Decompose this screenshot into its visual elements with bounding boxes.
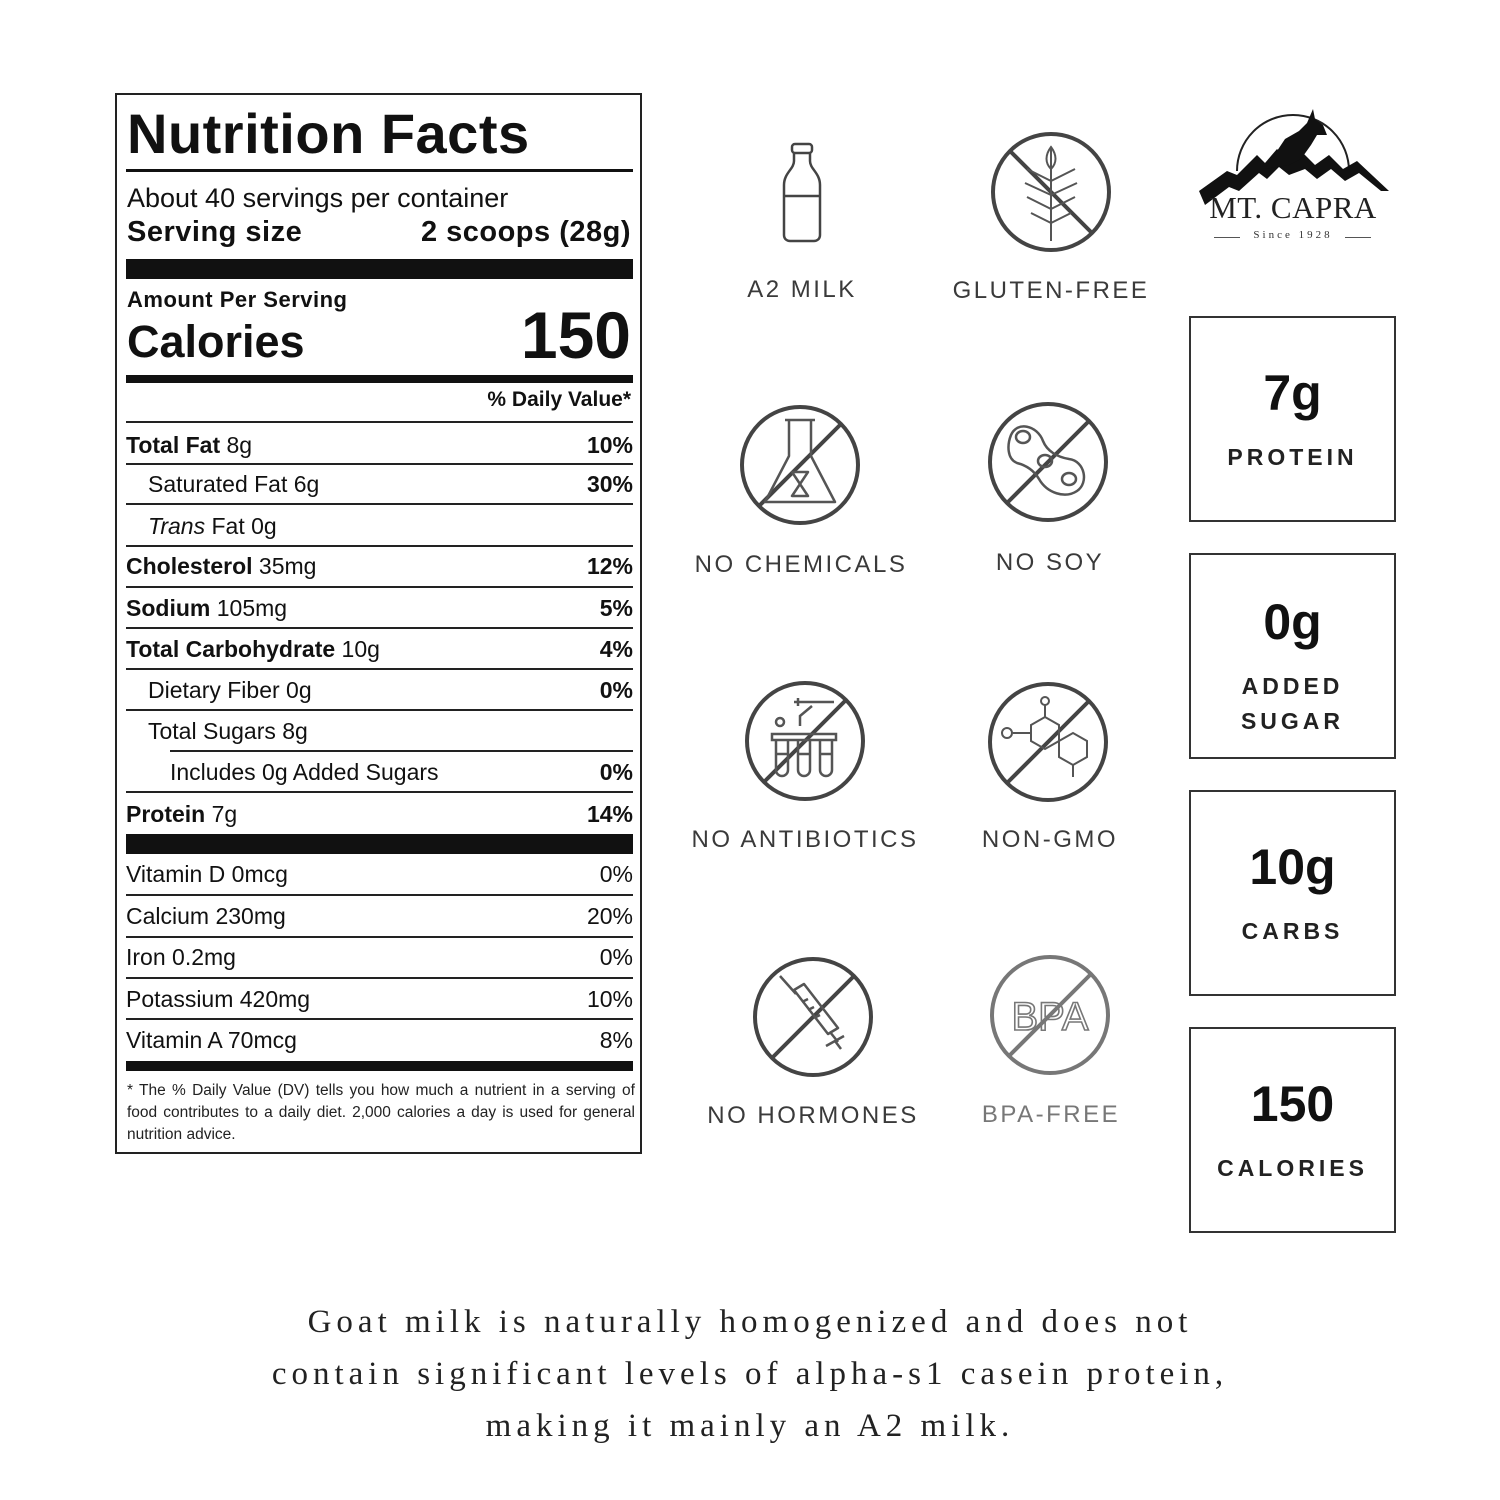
- nutrient-row-trans-fat: [148, 507, 633, 545]
- nutrient-amount: 8g: [282, 717, 308, 744]
- bpa-icon-text: BPA: [1011, 995, 1089, 1039]
- caption-line-1: Goat milk is naturally homogenized and does not: [307, 1304, 1193, 1340]
- divider: [126, 894, 633, 896]
- vitamin-name: Potassium 420mg: [126, 985, 311, 1012]
- divider: [126, 421, 633, 423]
- nutrient-row-total-fat: [126, 427, 633, 463]
- divider: [126, 1018, 633, 1020]
- nutrient-row-total-sugars: [148, 712, 633, 750]
- feature-label-no-hormones: NO HORMONES: [707, 1102, 919, 1129]
- calories-value: 150: [520, 298, 631, 372]
- nutrient-amount: 7g: [211, 800, 238, 827]
- stat-value: 150: [1250, 1076, 1335, 1132]
- nutrient-amount: 35mg: [258, 552, 317, 579]
- stat-label-line-1: ADDED: [1241, 673, 1344, 699]
- stat-box-calories: [1189, 1027, 1396, 1233]
- nutrient-name: Includes 0g Added Sugars: [170, 758, 439, 785]
- logo-name: MT. CAPRA: [1209, 190, 1377, 225]
- mt-capra-logo: [1195, 93, 1391, 251]
- nutrient-name: Total Sugars: [148, 717, 276, 744]
- vitamin-row: [126, 938, 633, 976]
- stat-value: 10g: [1249, 839, 1336, 895]
- divider: [126, 627, 633, 629]
- nutrient-name: Cholesterol: [126, 552, 253, 579]
- nutrient-dv: 5%: [599, 594, 633, 621]
- divider: [126, 668, 633, 670]
- nutrient-row-cholesterol: [126, 547, 633, 585]
- vitamin-dv: 8%: [599, 1026, 633, 1053]
- no-bpa-icon: [987, 952, 1113, 1078]
- nutrient-row-saturated-fat: [148, 465, 633, 503]
- vitamin-row: [126, 897, 633, 935]
- divider: [126, 503, 633, 505]
- vitamin-name: Vitamin A 70mcg: [126, 1026, 297, 1053]
- no-soybean-icon: [985, 399, 1111, 525]
- nutrition-title: Nutrition Facts: [127, 102, 530, 165]
- nutrient-name: Trans: [148, 512, 206, 539]
- daily-value-header: % Daily Value*: [487, 388, 631, 411]
- nutrient-name: Dietary Fiber: [148, 676, 280, 703]
- vitamin-name: Iron 0.2mg: [126, 943, 236, 970]
- vitamin-row: [126, 1021, 633, 1059]
- nutrient-amount: 0g: [286, 676, 312, 703]
- divider: [126, 169, 633, 172]
- nutrient-row-protein: [126, 795, 633, 833]
- nutrient-row-total-carbohydrate: [126, 630, 633, 668]
- nutrient-amount: 6g: [293, 470, 320, 497]
- vitamin-name: Vitamin D 0mcg: [126, 860, 288, 887]
- feature-label-non-gmo: NON-GMO: [981, 826, 1119, 853]
- feature-label-bpa-free: BPA-FREE: [981, 1101, 1121, 1128]
- logo-rule-right: [1345, 237, 1371, 238]
- nutrient-amount: 105mg: [216, 594, 288, 621]
- stat-box-protein: [1189, 316, 1396, 522]
- no-flask-icon: [737, 402, 863, 528]
- caption-line-2: contain significant levels of alpha-s1 casein protein,: [271, 1356, 1229, 1392]
- nutrient-dv: 12%: [586, 552, 633, 579]
- serving-size-value: 2 scoops (28g): [420, 216, 631, 248]
- vitamin-name: Calcium 230mg: [126, 902, 286, 929]
- nutrient-dv: 0%: [599, 676, 633, 703]
- medium-divider: [126, 375, 633, 383]
- nutrient-row-added-sugars: [170, 753, 633, 791]
- servings-per-container: About 40 servings per container: [127, 183, 509, 213]
- nutrient-amount: 10g: [341, 635, 380, 662]
- stat-value: 0g: [1263, 594, 1322, 650]
- nutrient-dv: 14%: [586, 800, 633, 827]
- nutrient-row-sodium: [126, 589, 633, 627]
- divider: [126, 709, 633, 711]
- stat-label: PROTEIN: [1227, 444, 1358, 470]
- nutrient-dv: 10%: [586, 431, 633, 458]
- divider: [126, 586, 633, 588]
- feature-label-no-antibiotics: NO ANTIBIOTICS: [691, 826, 919, 853]
- nutrition-facts-label: [115, 93, 642, 1154]
- nutrient-name: Protein: [126, 800, 206, 827]
- stat-box-added-sugar: [1189, 553, 1396, 759]
- nutrient-row-dietary-fiber: [148, 671, 633, 709]
- no-wheat-icon: [988, 129, 1114, 255]
- stat-label-line-2: SUGAR: [1240, 708, 1345, 734]
- serving-size-label: Serving size: [127, 216, 303, 248]
- milk-bottle-icon: [770, 140, 834, 244]
- nutrient-amount: 8g: [226, 431, 253, 458]
- nutrient-name: Sodium: [126, 594, 211, 621]
- caption-line-3: making it mainly an A2 milk.: [485, 1408, 1015, 1444]
- divider: [170, 750, 633, 752]
- stat-label: CARBS: [1241, 918, 1344, 944]
- no-molecule-icon: [985, 679, 1111, 805]
- feature-label-no-soy: NO SOY: [995, 549, 1105, 576]
- nutrient-dv: 0%: [599, 758, 633, 785]
- vitamin-dv: 0%: [599, 943, 633, 970]
- caption: [100, 1296, 1400, 1452]
- no-test-tubes-icon: [742, 678, 868, 804]
- medium-divider: [126, 1061, 633, 1071]
- feature-label-no-chemicals: NO CHEMICALS: [694, 551, 908, 578]
- nutrient-name: Total Fat: [126, 431, 221, 458]
- nutrient-amount: Fat 0g: [211, 512, 277, 539]
- thick-divider: [126, 834, 633, 854]
- no-syringe-icon: [750, 954, 876, 1080]
- nutrient-name: Saturated Fat: [148, 470, 288, 497]
- divider: [126, 791, 633, 793]
- nutrient-dv: 4%: [599, 635, 633, 662]
- thick-divider: [126, 259, 633, 279]
- stat-value: 7g: [1263, 365, 1322, 421]
- vitamin-dv: 10%: [586, 985, 633, 1012]
- logo-since: Since 1928: [1253, 229, 1333, 241]
- feature-label-gluten-free: GLUTEN-FREE: [952, 277, 1150, 304]
- daily-value-footnote: * The % Daily Value (DV) tells you how much a nutrient in a serving of food contributes to a daily diet. 2,000 calories a day is used for general nutrition advice.: [127, 1082, 635, 1143]
- calories-label: Calories: [127, 316, 305, 367]
- vitamin-row: [126, 980, 633, 1018]
- vitamin-row: [126, 855, 633, 893]
- vitamin-dv: 0%: [599, 860, 633, 887]
- feature-label-a2-milk: A2 MILK: [747, 276, 857, 303]
- amount-per-serving: Amount Per Serving: [127, 287, 348, 312]
- stat-label: CALORIES: [1217, 1155, 1368, 1181]
- divider: [126, 977, 633, 979]
- nutrient-name: Total Carbohydrate: [126, 635, 336, 662]
- stat-box-carbs: [1189, 790, 1396, 996]
- nutrient-dv: 30%: [586, 470, 633, 497]
- vitamin-dv: 20%: [586, 902, 633, 929]
